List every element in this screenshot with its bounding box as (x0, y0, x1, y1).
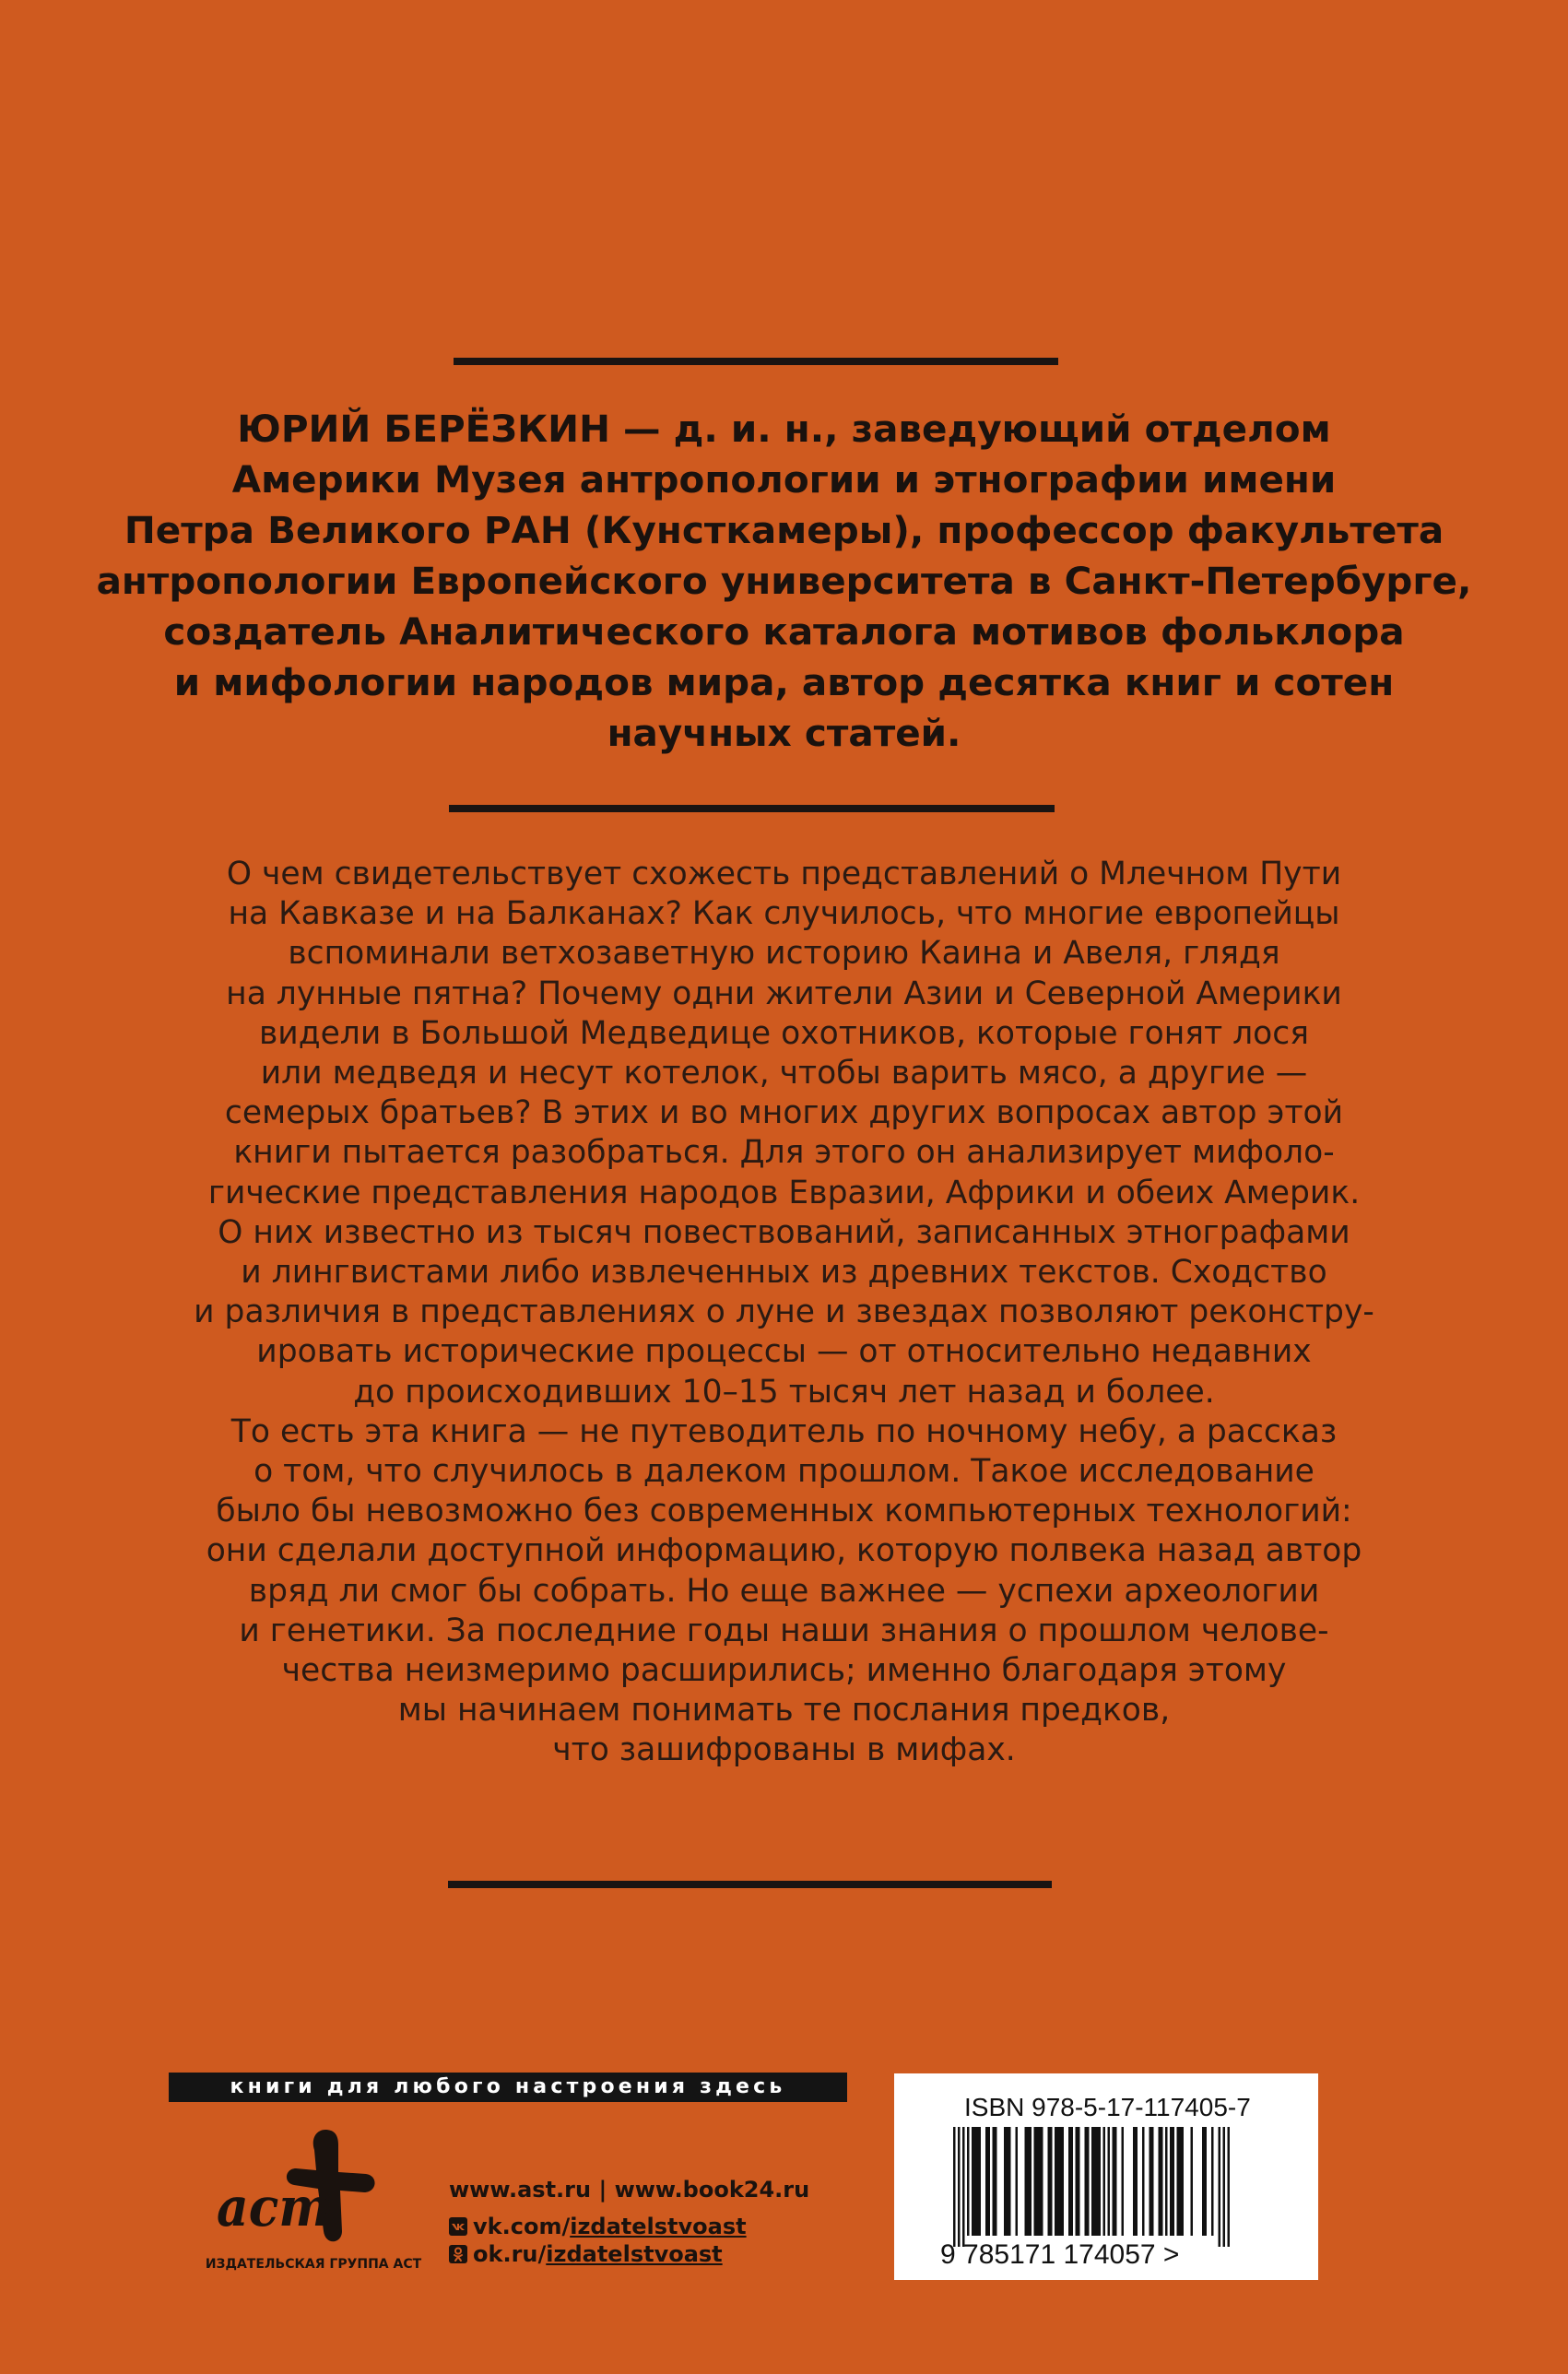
tagline-banner: книги для любого настроения здесь (169, 2073, 847, 2102)
barcode-panel (894, 2073, 1318, 2280)
contact-links (449, 2176, 809, 2268)
description-line: гические представления народов Евразии, Африки и обеих Америк. (207, 1174, 1361, 1211)
description-line: книги пытается разобраться. Для этого он анализирует мифоло- (233, 1134, 1335, 1172)
description-line: на Кавказе и на Балканах? Как случилось, что многие европейцы (228, 895, 1340, 933)
description-line: О них известно из тысяч повествований, записанных этнографами (218, 1213, 1350, 1251)
book-description (74, 855, 1494, 1771)
description-line: они сделали доступной информацию, которую полвека назад автор (206, 1532, 1362, 1570)
barcode-bar (1085, 2127, 1090, 2236)
barcode-bar (1133, 2127, 1138, 2236)
barcode-bar (1076, 2127, 1080, 2236)
ast-logo (207, 2122, 392, 2251)
publisher-name: ИЗДАТЕЛЬСКАЯ ГРУППА АСТ (205, 2257, 422, 2272)
vk-handle: izdatelstvoast (570, 2214, 747, 2239)
barcode-bar (1034, 2127, 1043, 2236)
description-line: чества неизмеримо расширились; именно благодаря этому (281, 1652, 1287, 1690)
barcode-bar (1223, 2127, 1226, 2247)
vk-icon (449, 2217, 467, 2236)
description-line: ировать исторические процессы — от относительно недавних (256, 1333, 1312, 1371)
description-line: до происходивших 10–15 тысяч лет назад и более. (353, 1373, 1215, 1411)
barcode-bar (1103, 2127, 1106, 2236)
description-line: что зашифрованы в мифах. (552, 1731, 1016, 1769)
odnoklassniki-icon (449, 2245, 467, 2263)
bio-line: ЮРИЙ БЕРЁЗКИН — д. и. н., заведующий отделом (237, 407, 1331, 451)
vk-prefix: vk.com/ (473, 2214, 571, 2239)
barcode-bar (1170, 2127, 1174, 2236)
description-line: было бы невозможно без современных компьютерных технологий: (216, 1493, 1352, 1530)
top-divider (454, 358, 1058, 365)
barcode-bar (1055, 2127, 1064, 2236)
ean-digits: 9 785171 174057 > (940, 2239, 1180, 2270)
description-line: О чем свидетельствует схожесть представлений о Млечном Пути (226, 856, 1342, 892)
description-line: о том, что случилось в далеком прошлом. Такое исследование (253, 1453, 1315, 1491)
bio-line: антропологии Европейского университета в Санкт-Петербурге, (96, 559, 1472, 603)
barcode-bar (1113, 2127, 1117, 2236)
barcode-bar (1122, 2127, 1125, 2236)
barcode-bar (1142, 2127, 1145, 2236)
barcode-bar (1108, 2127, 1111, 2236)
bio-line: научных статей. (607, 711, 961, 755)
barcode-bar (993, 2127, 997, 2236)
description-line: вряд ли смог бы собрать. Но еще важнее — успехи археологии (248, 1572, 1320, 1610)
middle-divider (449, 805, 1055, 812)
barcode-bars (949, 2127, 1263, 2247)
author-bio (55, 404, 1513, 759)
description-line: мы начинаем понимать те послания предков, (397, 1692, 1171, 1730)
description-line: вспоминали ветхозаветную историю Каина и Авеля, глядя (288, 935, 1280, 973)
bio-line: Америки Музея антропологии и этнографии имени (231, 457, 1337, 502)
description-line: или медведя и несут котелок, чтобы варить мясо, а другие — (260, 1055, 1308, 1093)
barcode-bar (1191, 2127, 1194, 2236)
barcode-bar (967, 2127, 970, 2236)
description-line: То есть эта книга — не путеводитель по ночному небу, а рассказ (230, 1412, 1338, 1450)
description-line: видели в Большой Медведице охотников, которые гонят лося (258, 1014, 1310, 1052)
barcode-bar (1048, 2127, 1053, 2236)
isbn-number: ISBN 978-5-17-117405-7 (964, 2093, 1251, 2121)
bio-line: Петра Великого РАН (Кунсткамеры), профессор факультета (124, 508, 1444, 552)
bio-line: и мифологии народов мира, автор десятка книг и сотен (173, 660, 1395, 704)
barcode-bar (1202, 2127, 1207, 2236)
website-links[interactable]: www.ast.ru | www.book24.ru (449, 2177, 810, 2203)
barcode-bar (1068, 2127, 1073, 2236)
barcode-bar (1025, 2127, 1032, 2236)
barcode-bar (1219, 2127, 1221, 2247)
bio-line: создатель Аналитического каталога мотивов фольклора (163, 609, 1405, 654)
logo-text: аст (217, 2176, 331, 2238)
ok-link[interactable] (449, 2240, 809, 2268)
barcode-bar (1004, 2127, 1011, 2236)
description-line: на лунные пятна? Почему одни жители Азии и Северной Америки (226, 974, 1342, 1012)
description-line: и различия в представлениях о луне и звездах позволяют реконстру- (194, 1293, 1374, 1331)
description-line: и лингвистами либо извлеченных из древних текстов. Сходство (241, 1254, 1327, 1292)
ok-prefix: ok.ru/ (473, 2241, 547, 2267)
barcode-bar (1149, 2127, 1154, 2236)
barcode-bar (1177, 2127, 1185, 2236)
barcode-bar (972, 2127, 981, 2236)
barcode-bar (953, 2127, 956, 2247)
ok-handle: izdatelstvoast (546, 2241, 723, 2267)
description-line: и генетики. За последние годы наши знания о прошлом челове- (239, 1612, 1329, 1649)
barcode-bar (1091, 2127, 1101, 2236)
description-line: семерых братьев? В этих и во многих других вопросах автор этой (224, 1094, 1344, 1132)
bottom-divider (448, 1881, 1052, 1888)
barcode-bar (962, 2127, 965, 2247)
barcode-bar (958, 2127, 961, 2247)
barcode-bar (1016, 2127, 1019, 2236)
barcode-bar (1228, 2127, 1231, 2247)
barcode-bar (1159, 2127, 1163, 2236)
barcode-bar (1211, 2127, 1214, 2236)
barcode-bar (1165, 2127, 1168, 2236)
vk-link[interactable] (449, 2213, 809, 2240)
barcode-bar (985, 2127, 990, 2236)
